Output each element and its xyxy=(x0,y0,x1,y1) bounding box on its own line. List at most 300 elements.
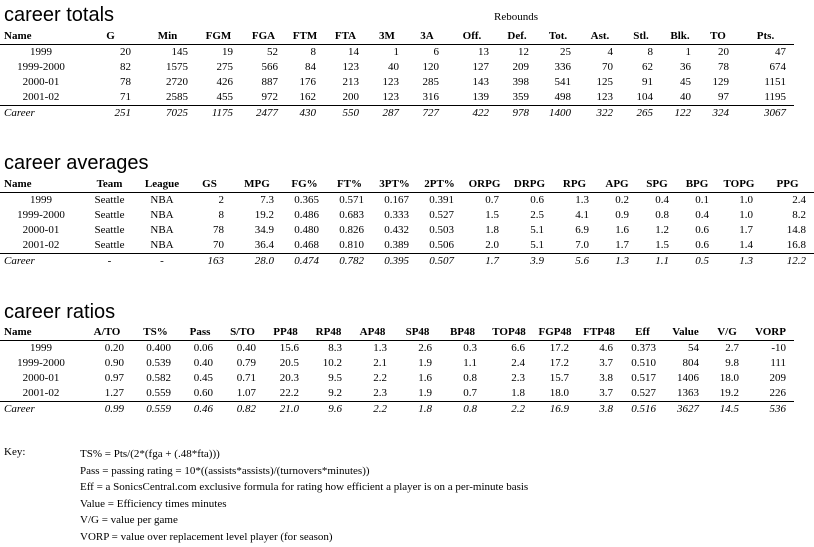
key-definition: Pass = passing rating = 10*((assists*assists)/(turnovers*minutes)) xyxy=(80,464,370,477)
stat-cell: 1195 xyxy=(764,91,786,103)
stat-cell: 9.2 xyxy=(328,387,342,399)
totals-title: career totals xyxy=(4,4,115,26)
stat-cell: 226 xyxy=(769,387,786,399)
stat-cell: 52 xyxy=(267,46,278,58)
stat-cell: 1.1 xyxy=(463,357,477,369)
stat-cell: 8.3 xyxy=(328,342,342,354)
column-header: G xyxy=(82,29,139,45)
career-stat-cell: 16.9 xyxy=(533,402,577,418)
season-row xyxy=(0,90,794,106)
career-row xyxy=(0,402,794,418)
career-stat-cell: 0.507 xyxy=(417,254,462,270)
stat-cell: 0.6 xyxy=(695,224,709,236)
stat-cell: 1.0 xyxy=(739,194,753,206)
career-stat-cell: 0.474 xyxy=(282,254,327,270)
stat-cell: 0.480 xyxy=(294,224,319,236)
column-header: Eff xyxy=(621,325,664,341)
column-header: V/G xyxy=(707,325,747,341)
column-header: Blk. xyxy=(661,29,699,45)
column-header: 3A xyxy=(407,29,447,45)
stat-cell: 82 xyxy=(120,61,131,73)
stat-cell: 498 xyxy=(554,91,571,103)
stat-cell: 40 xyxy=(388,61,399,73)
stat-cell: 145 xyxy=(171,46,188,58)
stat-cell: 316 xyxy=(422,91,439,103)
column-header: TO xyxy=(699,29,737,45)
stat-cell: 1575 xyxy=(166,61,188,73)
stat-cell: Seattle xyxy=(94,239,125,251)
stat-cell: 455 xyxy=(216,91,233,103)
stat-cell: 1.3 xyxy=(373,342,387,354)
stat-cell: 6 xyxy=(433,46,439,58)
career-stat-cell: 1175 xyxy=(196,106,241,122)
stat-cell: 887 xyxy=(261,76,278,88)
season-row xyxy=(0,193,814,209)
stat-cell: 972 xyxy=(261,91,278,103)
stat-cell: 20 xyxy=(718,46,729,58)
career-stat-cell: 422 xyxy=(447,106,497,122)
career-stat-cell: 122 xyxy=(661,106,699,122)
stat-cell: NBA xyxy=(150,239,174,251)
stat-cell: 2585 xyxy=(166,91,188,103)
stat-cell: 0.7 xyxy=(463,387,477,399)
stat-cell: 3.7 xyxy=(599,357,613,369)
stat-cell: 123 xyxy=(382,76,399,88)
stat-cell: 566 xyxy=(261,61,278,73)
stat-cell: 0.365 xyxy=(294,194,319,206)
stat-cell: 6.9 xyxy=(575,224,589,236)
stat-cell: 5.1 xyxy=(530,239,544,251)
season-row xyxy=(0,371,794,386)
career-stat-cell: 1.3 xyxy=(597,254,637,270)
career-stat-cell: 727 xyxy=(407,106,447,122)
column-header: Off. xyxy=(447,29,497,45)
season-row xyxy=(0,223,814,238)
stat-cell: 541 xyxy=(554,76,571,88)
stat-cell: 14 xyxy=(348,46,359,58)
stat-cell: 40 xyxy=(680,91,691,103)
stat-cell: 200 xyxy=(342,91,359,103)
stat-cell: 0.539 xyxy=(146,357,171,369)
header-row xyxy=(0,325,794,341)
season-name-cell: 2000-01 xyxy=(22,224,60,236)
career-stat-cell: 2.2 xyxy=(485,402,533,418)
stat-cell: 127 xyxy=(472,61,489,73)
stat-cell: 0.4 xyxy=(655,194,669,206)
career-stat-cell: 0.8 xyxy=(440,402,485,418)
career-stat-cell: 1400 xyxy=(537,106,579,122)
stat-cell: 0.810 xyxy=(339,239,364,251)
stat-cell: 4.6 xyxy=(599,342,613,354)
stat-cell: 5.1 xyxy=(530,224,544,236)
stat-cell: 0.2 xyxy=(615,194,629,206)
stat-cell: 1.8 xyxy=(485,224,499,236)
column-header: SP48 xyxy=(395,325,440,341)
stat-cell: 25 xyxy=(560,46,571,58)
stat-cell: 4 xyxy=(607,46,613,58)
stat-cell: 1 xyxy=(393,46,399,58)
career-stat-cell: - xyxy=(137,254,187,270)
column-header: RPG xyxy=(552,177,597,193)
column-header: FTP48 xyxy=(577,325,621,341)
column-header: Min xyxy=(139,29,196,45)
stat-cell: 359 xyxy=(512,91,529,103)
key-definition: Value = Efficiency times minutes xyxy=(80,497,227,510)
stat-cell: 0.391 xyxy=(429,194,454,206)
column-header: Name xyxy=(0,29,82,45)
column-header: VORP xyxy=(747,325,794,341)
stat-cell: 16.8 xyxy=(786,239,806,251)
column-header: Pass xyxy=(179,325,221,341)
column-header: Pts. xyxy=(737,29,794,45)
stat-cell: 3.7 xyxy=(599,387,613,399)
career-stat-cell: 9.6 xyxy=(307,402,350,418)
stat-cell: 125 xyxy=(596,76,613,88)
stat-cell: 8 xyxy=(310,46,316,58)
stat-cell: 1.9 xyxy=(418,357,432,369)
stat-cell: 0.333 xyxy=(384,209,409,221)
column-header: APG xyxy=(597,177,637,193)
stat-cell: 36.4 xyxy=(254,239,274,251)
column-header: League xyxy=(137,177,187,193)
stat-cell: 0.71 xyxy=(236,372,256,384)
column-header: 3PT% xyxy=(372,177,417,193)
column-header: FGM xyxy=(196,29,241,45)
stat-cell: 0.571 xyxy=(339,194,364,206)
stat-cell: 97 xyxy=(718,91,729,103)
stat-cell: 1151 xyxy=(764,76,786,88)
season-row xyxy=(0,356,794,371)
stat-cell: 18.0 xyxy=(549,387,569,399)
stat-cell: 6.6 xyxy=(511,342,525,354)
stat-cell: 8 xyxy=(647,46,653,58)
season-name-cell: 1999 xyxy=(30,46,52,58)
stat-cell: 1.8 xyxy=(511,387,525,399)
stat-cell: 0.468 xyxy=(294,239,319,251)
career-stat-cell: 265 xyxy=(621,106,661,122)
stat-cell: 0.389 xyxy=(384,239,409,251)
key-definition: TS% = Pts/(2*(fga + (.48*fta))) xyxy=(80,448,220,460)
stat-cell: 143 xyxy=(472,76,489,88)
stat-cell: 17.2 xyxy=(549,342,569,354)
column-header: SPG xyxy=(637,177,677,193)
stat-cell: 213 xyxy=(342,76,359,88)
stat-cell: 9.8 xyxy=(725,357,739,369)
column-header: Name xyxy=(0,177,82,193)
season-name-cell: 1999 xyxy=(30,194,52,206)
stat-cell: 176 xyxy=(299,76,316,88)
column-header: Tot. xyxy=(537,29,579,45)
career-stat-cell: 3067 xyxy=(737,106,794,122)
stat-cell: 111 xyxy=(770,357,786,369)
stat-cell: 2.0 xyxy=(485,239,499,251)
stat-cell: 47 xyxy=(775,46,786,58)
career-stat-cell: 322 xyxy=(579,106,621,122)
season-row xyxy=(0,45,794,61)
season-row xyxy=(0,238,814,254)
stat-cell: Seattle xyxy=(94,209,125,221)
season-row xyxy=(0,75,794,90)
stat-cell: 123 xyxy=(382,91,399,103)
season-row xyxy=(0,208,814,223)
career-stat-cell: 324 xyxy=(699,106,737,122)
stat-cell: 2.4 xyxy=(511,357,525,369)
stat-cell: 104 xyxy=(636,91,653,103)
stat-cell: 1.6 xyxy=(418,372,432,384)
stat-cell: 1.07 xyxy=(236,387,256,399)
stat-cell: 0.7 xyxy=(485,194,499,206)
stat-cell: 139 xyxy=(472,91,489,103)
season-row xyxy=(0,386,794,402)
column-header: GS xyxy=(187,177,232,193)
header-row xyxy=(0,177,814,193)
career-stat-cell: 0.782 xyxy=(327,254,372,270)
season-name-cell: 1999 xyxy=(30,342,52,354)
column-header: TOP48 xyxy=(485,325,533,341)
stat-cell: 4.1 xyxy=(575,209,589,221)
career-stat-cell: 1.7 xyxy=(462,254,507,270)
career-stat-cell: 287 xyxy=(367,106,407,122)
career-averages-table xyxy=(0,177,814,269)
column-header: PP48 xyxy=(264,325,307,341)
stat-cell: 0.559 xyxy=(146,387,171,399)
stat-cell: 275 xyxy=(216,61,233,73)
stat-cell: 1.6 xyxy=(615,224,629,236)
career-stat-cell: 28.0 xyxy=(232,254,282,270)
career-stat-cell: 0.5 xyxy=(677,254,717,270)
career-stat-cell: 14.5 xyxy=(707,402,747,418)
stat-cell: 91 xyxy=(642,76,653,88)
column-header: A/TO xyxy=(82,325,132,341)
season-row xyxy=(0,341,794,357)
stat-cell: 162 xyxy=(299,91,316,103)
career-stat-cell: 5.6 xyxy=(552,254,597,270)
stat-cell: 0.826 xyxy=(339,224,364,236)
stat-cell: 285 xyxy=(422,76,439,88)
header-row xyxy=(0,29,794,45)
career-label-cell: Career xyxy=(0,106,82,122)
stat-cell: 0.3 xyxy=(463,342,477,354)
stat-cell: 0.683 xyxy=(339,209,364,221)
stat-cell: 1.2 xyxy=(655,224,669,236)
stat-cell: 84 xyxy=(305,61,316,73)
column-header: FGA xyxy=(241,29,286,45)
stat-cell: 0.486 xyxy=(294,209,319,221)
career-stat-cell: 21.0 xyxy=(264,402,307,418)
stat-cell: 62 xyxy=(642,61,653,73)
stat-cell: 0.527 xyxy=(429,209,454,221)
career-stat-cell: 978 xyxy=(497,106,537,122)
stat-cell: 7.3 xyxy=(260,194,274,206)
column-header: Def. xyxy=(497,29,537,45)
season-row xyxy=(0,60,794,75)
column-header: S/TO xyxy=(221,325,264,341)
stat-cell: 71 xyxy=(120,91,131,103)
career-stat-cell: 536 xyxy=(747,402,794,418)
column-header: 2PT% xyxy=(417,177,462,193)
stat-cell: Seattle xyxy=(94,224,125,236)
stat-cell: 1406 xyxy=(677,372,699,384)
career-stat-cell: 3.9 xyxy=(507,254,552,270)
career-stat-cell: 0.82 xyxy=(221,402,264,418)
stat-cell: 2.4 xyxy=(792,194,806,206)
stat-cell: 129 xyxy=(712,76,729,88)
career-stat-cell: 430 xyxy=(286,106,324,122)
stat-cell: 18.0 xyxy=(719,372,739,384)
column-header: DRPG xyxy=(507,177,552,193)
stat-cell: 0.9 xyxy=(615,209,629,221)
season-name-cell: 1999-2000 xyxy=(17,61,65,73)
stat-cell: 0.40 xyxy=(193,357,213,369)
stat-cell: 804 xyxy=(682,357,699,369)
stat-cell: 10.2 xyxy=(322,357,342,369)
career-label-cell: Career xyxy=(0,402,82,418)
stat-cell: 3.8 xyxy=(599,372,613,384)
season-name-cell: 2001-02 xyxy=(22,387,60,399)
stat-cell: 2.6 xyxy=(418,342,432,354)
stat-cell: 19 xyxy=(222,46,233,58)
career-stat-cell: 1.3 xyxy=(717,254,761,270)
career-stat-cell: 251 xyxy=(82,106,139,122)
stat-cell: 54 xyxy=(688,342,699,354)
stat-cell: 0.1 xyxy=(695,194,709,206)
career-totals-table xyxy=(0,29,794,121)
key-definitions xyxy=(80,446,640,545)
column-header: BP48 xyxy=(440,325,485,341)
key-label: Key: xyxy=(4,446,26,458)
stat-cell: 0.20 xyxy=(104,342,124,354)
stat-cell: Seattle xyxy=(94,194,125,206)
career-stat-cell: 3627 xyxy=(664,402,707,418)
stat-cell: 2.3 xyxy=(373,387,387,399)
stat-cell: 1.5 xyxy=(655,239,669,251)
stat-cell: 1.5 xyxy=(485,209,499,221)
stat-cell: 17.2 xyxy=(549,357,569,369)
career-stat-cell: - xyxy=(82,254,137,270)
career-stat-cell: 2.2 xyxy=(350,402,395,418)
column-header: Team xyxy=(82,177,137,193)
season-name-cell: 2001-02 xyxy=(22,91,60,103)
stat-cell: 0.97 xyxy=(104,372,124,384)
stat-cell: 0.506 xyxy=(429,239,454,251)
column-header: Value xyxy=(664,325,707,341)
career-stat-cell: 163 xyxy=(187,254,232,270)
key-definition: VORP = value over replacement level player (for season) xyxy=(80,530,333,543)
stat-cell: 0.6 xyxy=(695,239,709,251)
stat-cell: 0.510 xyxy=(631,357,656,369)
stat-cell: 2720 xyxy=(166,76,188,88)
key-definition: Eff = a SonicsCentral.com exclusive formula for rating how efficient a player is on a per-minute basis xyxy=(80,481,529,493)
career-row xyxy=(0,106,794,122)
stat-cell: 1363 xyxy=(677,387,699,399)
career-ratios-table xyxy=(0,325,794,417)
season-name-cell: 2001-02 xyxy=(22,239,60,251)
stat-cell: 1.9 xyxy=(418,387,432,399)
stat-cell: 1.0 xyxy=(739,209,753,221)
stat-cell: 78 xyxy=(120,76,131,88)
stat-cell: -10 xyxy=(771,342,786,354)
stat-cell: 20.3 xyxy=(279,372,299,384)
column-header: 3M xyxy=(367,29,407,45)
stat-cell: 426 xyxy=(216,76,233,88)
career-stat-cell: 0.46 xyxy=(179,402,221,418)
stat-cell: 12 xyxy=(518,46,529,58)
season-name-cell: 2000-01 xyxy=(22,76,60,88)
stat-cell: 13 xyxy=(478,46,489,58)
stat-cell: 0.373 xyxy=(631,342,656,354)
column-header: RP48 xyxy=(307,325,350,341)
stat-cell: 2 xyxy=(218,194,224,206)
ratios-title: career ratios xyxy=(4,301,116,323)
column-header: PPG xyxy=(761,177,814,193)
column-header: FTA xyxy=(324,29,367,45)
stat-cell: 20 xyxy=(120,46,131,58)
stat-cell: 0.400 xyxy=(146,342,171,354)
stat-cell: 8.2 xyxy=(792,209,806,221)
column-header: FT% xyxy=(327,177,372,193)
career-stat-cell: 2477 xyxy=(241,106,286,122)
career-stat-cell: 1.8 xyxy=(395,402,440,418)
stat-cell: 34.9 xyxy=(254,224,274,236)
stat-cell: 14.8 xyxy=(786,224,806,236)
stat-cell: 123 xyxy=(596,91,613,103)
column-header: FGP48 xyxy=(533,325,577,341)
stat-cell: 1.7 xyxy=(739,224,753,236)
stat-cell: 2.5 xyxy=(530,209,544,221)
stat-cell: 1.27 xyxy=(104,387,124,399)
stat-cell: 9.5 xyxy=(328,372,342,384)
stat-cell: NBA xyxy=(150,194,174,206)
stat-cell: 1 xyxy=(685,46,691,58)
season-name-cell: 1999-2000 xyxy=(17,357,65,369)
career-stat-cell: 7025 xyxy=(139,106,196,122)
stat-cell: 8 xyxy=(218,209,224,221)
column-header: TS% xyxy=(132,325,179,341)
column-header: BPG xyxy=(677,177,717,193)
stat-cell: 0.517 xyxy=(631,372,656,384)
column-header: Ast. xyxy=(579,29,621,45)
stat-cell: 0.06 xyxy=(193,342,213,354)
stat-cell: 19.2 xyxy=(719,387,739,399)
stat-cell: 1.3 xyxy=(575,194,589,206)
rebounds-group-label: Rebounds xyxy=(494,11,538,23)
stat-cell: 36 xyxy=(680,61,691,73)
stat-cell: 2.3 xyxy=(511,372,525,384)
stat-cell: NBA xyxy=(150,224,174,236)
stat-cell: 70 xyxy=(602,61,613,73)
career-stat-cell: 0.559 xyxy=(132,402,179,418)
career-label-cell: Career xyxy=(0,254,82,270)
stat-cell: 20.5 xyxy=(279,357,299,369)
stat-cell: 0.6 xyxy=(530,194,544,206)
career-stat-cell: 0.516 xyxy=(621,402,664,418)
stat-cell: 0.4 xyxy=(695,209,709,221)
stat-cell: 0.582 xyxy=(146,372,171,384)
stat-cell: 2.1 xyxy=(373,357,387,369)
stat-cell: 209 xyxy=(769,372,786,384)
stat-cell: 1.4 xyxy=(739,239,753,251)
career-row xyxy=(0,254,814,270)
stat-cell: 336 xyxy=(554,61,571,73)
stat-cell: 0.45 xyxy=(193,372,213,384)
stat-cell: 22.2 xyxy=(279,387,299,399)
column-header: Stl. xyxy=(621,29,661,45)
stat-cell: 0.79 xyxy=(236,357,256,369)
career-stat-cell: 3.8 xyxy=(577,402,621,418)
stat-cell: 120 xyxy=(422,61,439,73)
career-stat-cell: 550 xyxy=(324,106,367,122)
stat-cell: 2.2 xyxy=(373,372,387,384)
